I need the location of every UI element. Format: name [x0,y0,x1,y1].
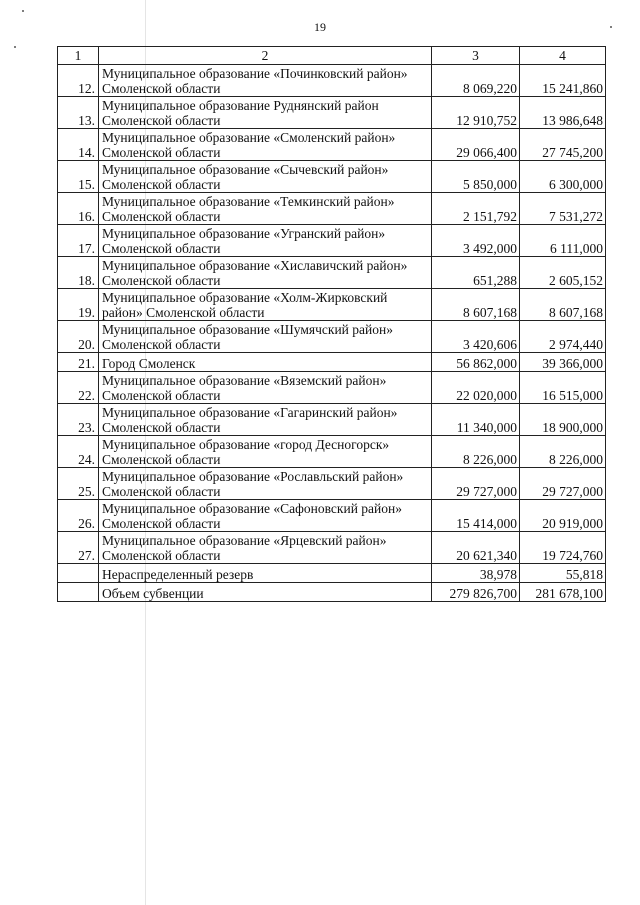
scan-speck [22,10,24,12]
value-col4-cell: 19 724,760 [520,532,606,564]
value-col3-cell: 8 226,000 [432,436,520,468]
value-col4-cell: 13 986,648 [520,97,606,129]
row-number-cell: 13. [58,97,99,129]
table-row [58,468,606,500]
value-col3-cell: 8 069,220 [432,65,520,97]
row-number-cell: 23. [58,404,99,436]
municipality-name-cell: Город Смоленск [99,353,432,372]
row-number-cell: 15. [58,161,99,193]
table-row [58,257,606,289]
value-col4-cell: 39 366,000 [520,353,606,372]
value-col3-cell: 22 020,000 [432,372,520,404]
table-row [58,321,606,353]
row-number-cell: 12. [58,65,99,97]
value-col4-cell: 20 919,000 [520,500,606,532]
column-header: 3 [432,47,520,65]
row-number-cell: 22. [58,372,99,404]
municipality-name-cell: Муниципальное образование «Угранский район» Смоленской области [99,225,432,257]
subvention-table [57,46,606,602]
value-col3-cell: 20 621,340 [432,532,520,564]
value-col3-cell: 29 066,400 [432,129,520,161]
value-col4-cell: 29 727,000 [520,468,606,500]
value-col3-cell: 279 826,700 [432,583,520,602]
municipality-name-cell: Муниципальное образование «Ярцевский район» Смоленской области [99,532,432,564]
table-row [58,353,606,372]
table-row [58,161,606,193]
municipality-name-cell: Муниципальное образование «Сычевский район» Смоленской области [99,161,432,193]
value-col3-cell: 3 492,000 [432,225,520,257]
table-row [58,97,606,129]
table-row [58,372,606,404]
municipality-name-cell: Муниципальное образование «Смоленский район» Смоленской области [99,129,432,161]
row-number-cell: 14. [58,129,99,161]
value-col3-cell: 56 862,000 [432,353,520,372]
municipality-name-cell: Муниципальное образование «Холм-Жирковский район» Смоленской области [99,289,432,321]
page-number: 19 [314,20,326,34]
row-number-cell: 24. [58,436,99,468]
row-number-cell [58,564,99,583]
value-col3-cell: 2 151,792 [432,193,520,225]
row-number-cell: 25. [58,468,99,500]
value-col3-cell: 29 727,000 [432,468,520,500]
municipality-name-cell: Объем субвенции [99,583,432,602]
value-col4-cell: 16 515,000 [520,372,606,404]
value-col3-cell: 12 910,752 [432,97,520,129]
municipality-name-cell: Муниципальное образование «Вяземский район» Смоленской области [99,372,432,404]
value-col4-cell: 18 900,000 [520,404,606,436]
municipality-name-cell: Муниципальное образование «город Десногорск» Смоленской области [99,436,432,468]
value-col4-cell: 8 607,168 [520,289,606,321]
municipality-name-cell: Муниципальное образование «Сафоновский район» Смоленской области [99,500,432,532]
table-row [58,436,606,468]
municipality-name-cell: Муниципальное образование «Рославльский район» Смоленской области [99,468,432,500]
row-number-cell: 20. [58,321,99,353]
scan-speck [14,46,16,48]
value-col4-cell: 281 678,100 [520,583,606,602]
table-header-row [58,47,606,65]
row-number-cell: 17. [58,225,99,257]
municipality-name-cell: Муниципальное образование «Гагаринский район» Смоленской области [99,404,432,436]
table-row [58,500,606,532]
row-number-cell: 27. [58,532,99,564]
table-row [58,193,606,225]
column-header: 4 [520,47,606,65]
value-col4-cell: 7 531,272 [520,193,606,225]
value-col4-cell: 6 300,000 [520,161,606,193]
municipality-name-cell: Муниципальное образование Руднянский район Смоленской области [99,97,432,129]
value-col4-cell: 2 974,440 [520,321,606,353]
value-col4-cell: 27 745,200 [520,129,606,161]
row-number-cell: 21. [58,353,99,372]
row-number-cell: 19. [58,289,99,321]
value-col4-cell: 55,818 [520,564,606,583]
column-header: 1 [58,47,99,65]
municipality-name-cell: Муниципальное образование «Темкинский район» Смоленской области [99,193,432,225]
value-col3-cell: 8 607,168 [432,289,520,321]
row-number-cell: 18. [58,257,99,289]
value-col4-cell: 15 241,860 [520,65,606,97]
table-row [58,129,606,161]
value-col3-cell: 15 414,000 [432,500,520,532]
table-row [58,225,606,257]
value-col4-cell: 6 111,000 [520,225,606,257]
municipality-name-cell: Нераспределенный резерв [99,564,432,583]
table-row [58,583,606,602]
table-row [58,532,606,564]
table-row [58,404,606,436]
municipality-name-cell: Муниципальное образование «Починковский район» Смоленской области [99,65,432,97]
value-col4-cell: 8 226,000 [520,436,606,468]
value-col3-cell: 651,288 [432,257,520,289]
value-col3-cell: 38,978 [432,564,520,583]
municipality-name-cell: Муниципальное образование «Хиславичский район» Смоленской области [99,257,432,289]
value-col3-cell: 3 420,606 [432,321,520,353]
value-col3-cell: 5 850,000 [432,161,520,193]
row-number-cell: 26. [58,500,99,532]
row-number-cell: 16. [58,193,99,225]
table-row [58,564,606,583]
table-row [58,289,606,321]
row-number-cell [58,583,99,602]
value-col4-cell: 2 605,152 [520,257,606,289]
column-header: 2 [99,47,432,65]
value-col3-cell: 11 340,000 [432,404,520,436]
table-row [58,65,606,97]
municipality-name-cell: Муниципальное образование «Шумячский район» Смоленской области [99,321,432,353]
